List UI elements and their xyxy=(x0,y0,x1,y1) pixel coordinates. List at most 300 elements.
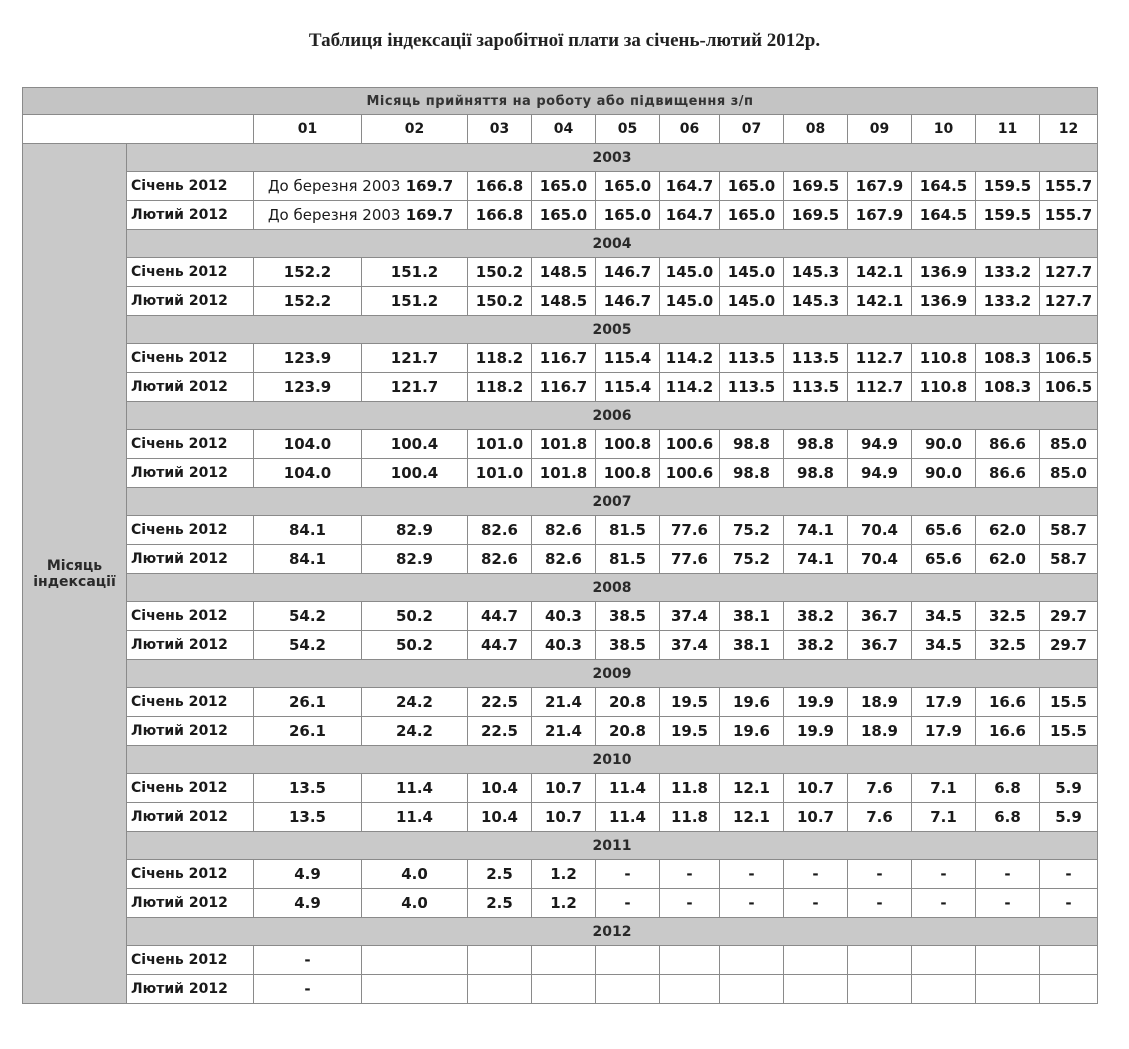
table-row xyxy=(23,975,1098,1004)
value-cell: 16.6 xyxy=(976,688,1040,717)
value-cell: 82.9 xyxy=(362,516,468,545)
value-cell xyxy=(848,946,912,975)
value-cell: 94.9 xyxy=(848,430,912,459)
row-label: Лютий 2012 xyxy=(127,889,254,918)
row-label: Січень 2012 xyxy=(127,344,254,373)
value-cell: 98.8 xyxy=(784,430,848,459)
value-cell: 36.7 xyxy=(848,602,912,631)
value-cell: 86.6 xyxy=(976,459,1040,488)
value-cell: 18.9 xyxy=(848,717,912,746)
value-cell: 13.5 xyxy=(254,774,362,803)
month-header-05: 05 xyxy=(596,115,660,144)
value-cell: 165.0 xyxy=(596,172,660,201)
table-row xyxy=(23,201,1098,230)
value-cell: 36.7 xyxy=(848,631,912,660)
value-cell: 81.5 xyxy=(596,516,660,545)
table-row xyxy=(23,803,1098,832)
value-cell: 19.6 xyxy=(720,688,784,717)
value-cell xyxy=(784,975,848,1004)
value-cell: 24.2 xyxy=(362,688,468,717)
value-cell xyxy=(596,946,660,975)
value-cell: 74.1 xyxy=(784,545,848,574)
value-cell: 22.5 xyxy=(468,688,532,717)
row-label: Січень 2012 xyxy=(127,860,254,889)
value-cell: 13.5 xyxy=(254,803,362,832)
value-cell: 11.4 xyxy=(596,774,660,803)
value-cell xyxy=(848,975,912,1004)
row-label: Лютий 2012 xyxy=(127,975,254,1004)
value-cell: 5.9 xyxy=(1040,803,1098,832)
value-cell: 101.8 xyxy=(532,459,596,488)
value-cell: 6.8 xyxy=(976,774,1040,803)
value-cell: 165.0 xyxy=(720,172,784,201)
table-row xyxy=(23,688,1098,717)
value-cell: 19.9 xyxy=(784,717,848,746)
value-cell: 114.2 xyxy=(660,344,720,373)
value-cell: 50.2 xyxy=(362,631,468,660)
table-row xyxy=(23,545,1098,574)
value-cell: 7.1 xyxy=(912,803,976,832)
value-cell: 19.5 xyxy=(660,717,720,746)
value-cell: 19.9 xyxy=(784,688,848,717)
value-cell: 90.0 xyxy=(912,430,976,459)
value-cell xyxy=(532,975,596,1004)
value-cell: 34.5 xyxy=(912,602,976,631)
value-cell xyxy=(468,946,532,975)
year-label: 2008 xyxy=(127,574,1098,602)
value-cell: 100.4 xyxy=(362,459,468,488)
value-cell: 145.0 xyxy=(720,258,784,287)
header-row xyxy=(23,88,1098,115)
value-cell: - xyxy=(596,860,660,889)
month-header-04: 04 xyxy=(532,115,596,144)
value-cell: 4.9 xyxy=(254,860,362,889)
table-row xyxy=(23,717,1098,746)
value-cell: 22.5 xyxy=(468,717,532,746)
value-cell: 10.4 xyxy=(468,803,532,832)
value-cell: 145.0 xyxy=(660,287,720,316)
value-cell: 11.4 xyxy=(362,803,468,832)
prefix-label: До березня 2003 xyxy=(267,206,401,224)
value-cell: 5.9 xyxy=(1040,774,1098,803)
year-row-2010 xyxy=(23,746,1098,774)
value-cell: 165.0 xyxy=(720,201,784,230)
value-cell: 58.7 xyxy=(1040,545,1098,574)
month-header-12: 12 xyxy=(1040,115,1098,144)
value-cell: 44.7 xyxy=(468,631,532,660)
row-label: Лютий 2012 xyxy=(127,287,254,316)
value-cell: 10.7 xyxy=(784,803,848,832)
value-cell: 6.8 xyxy=(976,803,1040,832)
value-cell: 4.0 xyxy=(362,860,468,889)
value-cell: 15.5 xyxy=(1040,717,1098,746)
value-cell: 113.5 xyxy=(784,373,848,402)
value-cell: 85.0 xyxy=(1040,430,1098,459)
table-row xyxy=(23,516,1098,545)
year-label: 2009 xyxy=(127,660,1098,688)
value-cell: 101.8 xyxy=(532,430,596,459)
month-header-01: 01 xyxy=(254,115,362,144)
table-row xyxy=(23,774,1098,803)
value-cell: 58.7 xyxy=(1040,516,1098,545)
value-cell: 38.2 xyxy=(784,602,848,631)
value-cell: 18.9 xyxy=(848,688,912,717)
value-cell xyxy=(1040,946,1098,975)
value-cell: 75.2 xyxy=(720,516,784,545)
month-header-08: 08 xyxy=(784,115,848,144)
value-cell: 155.7 xyxy=(1040,172,1098,201)
row-label: Січень 2012 xyxy=(127,258,254,287)
value-cell: 165.0 xyxy=(532,201,596,230)
value-cell: 1.2 xyxy=(532,860,596,889)
value-cell: 108.3 xyxy=(976,373,1040,402)
row-label: Лютий 2012 xyxy=(127,459,254,488)
value-cell: 82.6 xyxy=(532,545,596,574)
value-cell: 136.9 xyxy=(912,287,976,316)
value-cell xyxy=(660,975,720,1004)
value-cell: 133.2 xyxy=(976,287,1040,316)
value-cell: 37.4 xyxy=(660,602,720,631)
row-label: Лютий 2012 xyxy=(127,631,254,660)
value-cell: - xyxy=(660,860,720,889)
value-cell: 2.5 xyxy=(468,889,532,918)
table-row xyxy=(23,631,1098,660)
page-title: Таблиця індексації заробітної плати за січень-лютий 2012р. xyxy=(308,30,821,51)
value-cell: 12.1 xyxy=(720,803,784,832)
year-row-2004 xyxy=(23,230,1098,258)
value-cell: 100.6 xyxy=(660,459,720,488)
value-cell: 11.8 xyxy=(660,774,720,803)
value-cell: 164.5 xyxy=(912,201,976,230)
prefix-label: До березня 2003 xyxy=(267,177,401,195)
month-header-06: 06 xyxy=(660,115,720,144)
value-cell: 26.1 xyxy=(254,717,362,746)
year-row-2012 xyxy=(23,918,1098,946)
value-cell: 136.9 xyxy=(912,258,976,287)
value-cell xyxy=(784,946,848,975)
value-text: 169.7 xyxy=(405,206,454,224)
value-cell: 21.4 xyxy=(532,717,596,746)
table-row xyxy=(23,373,1098,402)
value-cell: - xyxy=(784,860,848,889)
value-cell: 165.0 xyxy=(596,201,660,230)
header-label: Місяць прийняття на роботу або підвищення з/п xyxy=(23,88,1098,115)
row-label: Січень 2012 xyxy=(127,430,254,459)
value-cell: - xyxy=(848,860,912,889)
value-cell xyxy=(912,975,976,1004)
value-cell: - xyxy=(254,975,362,1004)
year-label: 2005 xyxy=(127,316,1098,344)
value-cell: - xyxy=(976,889,1040,918)
value-cell: 98.8 xyxy=(784,459,848,488)
value-cell: 169.5 xyxy=(784,201,848,230)
table-row xyxy=(23,889,1098,918)
value-cell: 165.0 xyxy=(532,172,596,201)
row-label: Січень 2012 xyxy=(127,516,254,545)
value-cell: 150.2 xyxy=(468,287,532,316)
value-cell: 62.0 xyxy=(976,516,1040,545)
row-label: Січень 2012 xyxy=(127,688,254,717)
value-cell: - xyxy=(720,889,784,918)
table-row xyxy=(23,946,1098,975)
table-row xyxy=(23,602,1098,631)
value-cell xyxy=(362,946,468,975)
value-cell: 114.2 xyxy=(660,373,720,402)
value-cell: 169.5 xyxy=(784,172,848,201)
value-cell: 86.6 xyxy=(976,430,1040,459)
value-cell: 104.0 xyxy=(254,459,362,488)
value-cell: 152.2 xyxy=(254,258,362,287)
value-cell: 118.2 xyxy=(468,373,532,402)
value-cell: 20.8 xyxy=(596,688,660,717)
value-cell: 101.0 xyxy=(468,430,532,459)
value-cell: 151.2 xyxy=(362,287,468,316)
year-row-2007 xyxy=(23,488,1098,516)
value-cell: 110.8 xyxy=(912,373,976,402)
value-cell: 1.2 xyxy=(532,889,596,918)
value-cell: 113.5 xyxy=(720,373,784,402)
table-row xyxy=(23,287,1098,316)
value-cell xyxy=(532,946,596,975)
value-cell: 74.1 xyxy=(784,516,848,545)
month-header-03: 03 xyxy=(468,115,532,144)
value-cell: 112.7 xyxy=(848,344,912,373)
table-row xyxy=(23,172,1098,201)
value-cell: 81.5 xyxy=(596,545,660,574)
value-cell xyxy=(976,975,1040,1004)
value-cell: 75.2 xyxy=(720,545,784,574)
year-row-2009 xyxy=(23,660,1098,688)
header-blank-cell xyxy=(23,115,254,144)
value-cell: 166.8 xyxy=(468,201,532,230)
year-label: 2011 xyxy=(127,832,1098,860)
value-cell: 20.8 xyxy=(596,717,660,746)
value-cell: 84.1 xyxy=(254,545,362,574)
value-cell: 113.5 xyxy=(784,344,848,373)
value-cell: 77.6 xyxy=(660,545,720,574)
value-cell: - xyxy=(976,860,1040,889)
value-cell: 40.3 xyxy=(532,631,596,660)
value-cell: 121.7 xyxy=(362,373,468,402)
value-cell: 21.4 xyxy=(532,688,596,717)
value-cell: 100.8 xyxy=(596,459,660,488)
value-cell: 159.5 xyxy=(976,172,1040,201)
value-cell: 123.9 xyxy=(254,344,362,373)
year-row-2003 xyxy=(23,144,1098,172)
value-cell xyxy=(720,946,784,975)
row-label: Лютий 2012 xyxy=(127,717,254,746)
table-row xyxy=(23,430,1098,459)
value-cell: - xyxy=(784,889,848,918)
value-cell: 29.7 xyxy=(1040,602,1098,631)
value-cell: 106.5 xyxy=(1040,344,1098,373)
month-header-07: 07 xyxy=(720,115,784,144)
value-cell: 145.0 xyxy=(660,258,720,287)
value-cell: 29.7 xyxy=(1040,631,1098,660)
value-cell: 19.6 xyxy=(720,717,784,746)
month-header-09: 09 xyxy=(848,115,912,144)
value-cell xyxy=(976,946,1040,975)
value-cell: 7.6 xyxy=(848,803,912,832)
value-cell: 90.0 xyxy=(912,459,976,488)
value-cell xyxy=(660,946,720,975)
value-cell: 101.0 xyxy=(468,459,532,488)
value-cell: 32.5 xyxy=(976,602,1040,631)
value-cell: 100.4 xyxy=(362,430,468,459)
months-row xyxy=(23,115,1098,144)
value-cell: - xyxy=(254,946,362,975)
value-cell: 167.9 xyxy=(848,201,912,230)
value-cell: 104.0 xyxy=(254,430,362,459)
value-cell: 155.7 xyxy=(1040,201,1098,230)
year-label: 2006 xyxy=(127,402,1098,430)
row-label: Січень 2012 xyxy=(127,172,254,201)
value-cell: 70.4 xyxy=(848,516,912,545)
value-cell: 38.2 xyxy=(784,631,848,660)
value-cell: 98.8 xyxy=(720,459,784,488)
value-cell: 54.2 xyxy=(254,602,362,631)
value-cell: 148.5 xyxy=(532,287,596,316)
value-cell: 108.3 xyxy=(976,344,1040,373)
value-cell xyxy=(596,975,660,1004)
value-cell: 24.2 xyxy=(362,717,468,746)
value-cell xyxy=(1040,975,1098,1004)
value-cell: 19.5 xyxy=(660,688,720,717)
value-cell: 82.9 xyxy=(362,545,468,574)
year-row-2006 xyxy=(23,402,1098,430)
value-cell: 116.7 xyxy=(532,344,596,373)
value-cell: 159.5 xyxy=(976,201,1040,230)
value-cell: - xyxy=(720,860,784,889)
year-row-2008 xyxy=(23,574,1098,602)
value-cell: 142.1 xyxy=(848,258,912,287)
value-cell: 100.6 xyxy=(660,430,720,459)
value-cell: 167.9 xyxy=(848,172,912,201)
value-cell: 133.2 xyxy=(976,258,1040,287)
table-row xyxy=(23,258,1098,287)
value-cell: 82.6 xyxy=(532,516,596,545)
value-cell: 145.3 xyxy=(784,287,848,316)
value-cell: 40.3 xyxy=(532,602,596,631)
value-cell: 4.0 xyxy=(362,889,468,918)
value-cell: 127.7 xyxy=(1040,258,1098,287)
year-label: 2010 xyxy=(127,746,1098,774)
value-cell: 38.5 xyxy=(596,631,660,660)
value-cell: 62.0 xyxy=(976,545,1040,574)
value-cell: 146.7 xyxy=(596,258,660,287)
value-cell xyxy=(468,975,532,1004)
row-label: Січень 2012 xyxy=(127,774,254,803)
value-cell: 11.8 xyxy=(660,803,720,832)
value-cell: 44.7 xyxy=(468,602,532,631)
value-cell: 166.8 xyxy=(468,172,532,201)
row-label: Січень 2012 xyxy=(127,602,254,631)
value-cell: 7.6 xyxy=(848,774,912,803)
value-cell: 151.2 xyxy=(362,258,468,287)
value-cell: 115.4 xyxy=(596,344,660,373)
month-header-02: 02 xyxy=(362,115,468,144)
side-label: Місяць індексації xyxy=(23,144,127,1004)
value-cell: 145.0 xyxy=(720,287,784,316)
value-cell: 85.0 xyxy=(1040,459,1098,488)
month-header-10: 10 xyxy=(912,115,976,144)
value-cell: 106.5 xyxy=(1040,373,1098,402)
value-cell: 37.4 xyxy=(660,631,720,660)
row-label: Лютий 2012 xyxy=(127,373,254,402)
value-cell: 34.5 xyxy=(912,631,976,660)
value-cell: - xyxy=(912,889,976,918)
value-cell: 17.9 xyxy=(912,688,976,717)
value-cell: 70.4 xyxy=(848,545,912,574)
value-cell: 110.8 xyxy=(912,344,976,373)
value-cell xyxy=(912,946,976,975)
value-cell: - xyxy=(596,889,660,918)
value-cell: - xyxy=(660,889,720,918)
value-cell: - xyxy=(848,889,912,918)
value-cell: 152.2 xyxy=(254,287,362,316)
value-cell: 17.9 xyxy=(912,717,976,746)
value-cell: 12.1 xyxy=(720,774,784,803)
value-cell xyxy=(254,201,468,230)
year-row-2011 xyxy=(23,832,1098,860)
value-cell: - xyxy=(1040,889,1098,918)
value-cell: 38.5 xyxy=(596,602,660,631)
value-cell xyxy=(720,975,784,1004)
value-cell: 38.1 xyxy=(720,602,784,631)
value-cell: 54.2 xyxy=(254,631,362,660)
value-cell: 112.7 xyxy=(848,373,912,402)
value-cell: 4.9 xyxy=(254,889,362,918)
value-cell: 116.7 xyxy=(532,373,596,402)
value-cell: 142.1 xyxy=(848,287,912,316)
value-cell: 98.8 xyxy=(720,430,784,459)
value-cell: 113.5 xyxy=(720,344,784,373)
year-label: 2012 xyxy=(127,918,1098,946)
value-cell: 77.6 xyxy=(660,516,720,545)
row-label: Січень 2012 xyxy=(127,946,254,975)
value-cell: 164.7 xyxy=(660,172,720,201)
value-cell: 26.1 xyxy=(254,688,362,717)
value-cell: 11.4 xyxy=(596,803,660,832)
month-header-11: 11 xyxy=(976,115,1040,144)
value-cell: 145.3 xyxy=(784,258,848,287)
value-cell: 94.9 xyxy=(848,459,912,488)
value-cell: - xyxy=(1040,860,1098,889)
value-cell: 115.4 xyxy=(596,373,660,402)
table-row xyxy=(23,344,1098,373)
value-cell: 50.2 xyxy=(362,602,468,631)
value-cell: 148.5 xyxy=(532,258,596,287)
value-cell: 146.7 xyxy=(596,287,660,316)
value-cell: 32.5 xyxy=(976,631,1040,660)
value-cell: 2.5 xyxy=(468,860,532,889)
value-cell: 121.7 xyxy=(362,344,468,373)
row-label: Лютий 2012 xyxy=(127,201,254,230)
value-cell: 10.7 xyxy=(532,774,596,803)
value-cell: 82.6 xyxy=(468,545,532,574)
value-cell: 10.4 xyxy=(468,774,532,803)
row-label: Лютий 2012 xyxy=(127,803,254,832)
value-cell: 127.7 xyxy=(1040,287,1098,316)
value-cell: - xyxy=(912,860,976,889)
value-cell: 84.1 xyxy=(254,516,362,545)
indexation-table xyxy=(22,87,1098,1004)
value-cell: 100.8 xyxy=(596,430,660,459)
value-cell: 16.6 xyxy=(976,717,1040,746)
row-label: Лютий 2012 xyxy=(127,545,254,574)
year-label: 2004 xyxy=(127,230,1098,258)
value-cell: 164.5 xyxy=(912,172,976,201)
